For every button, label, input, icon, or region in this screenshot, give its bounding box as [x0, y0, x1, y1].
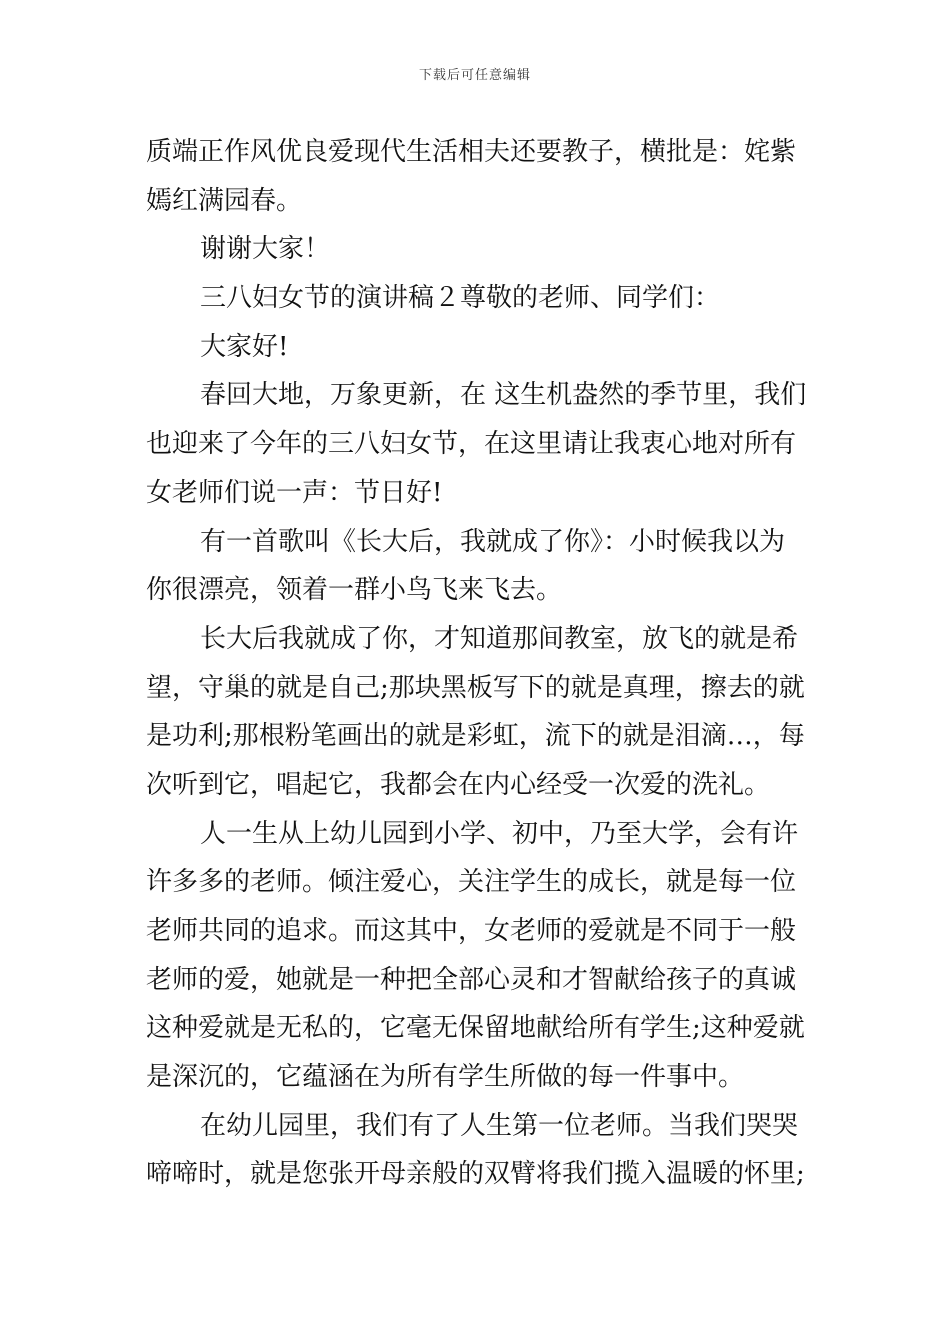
- text-line: 这种爱就是无私的，它毫无保留地献给所有学生;这种爱就: [146, 1013, 805, 1044]
- text-line: 望，守巢的就是自己;那块黑板写下的就是真理，擦去的就: [146, 672, 805, 703]
- text-line: 在幼儿园里，我们有了人生第一位老师。当我们哭哭: [200, 1110, 799, 1141]
- text-line: 三八妇女节的演讲稿２尊敬的老师、同学们：: [200, 283, 721, 314]
- text-line: 长大后我就成了你，才知道那间教室，放飞的就是希: [200, 623, 799, 654]
- text-line: 质端正作风优良爱现代生活相夫还要教子，横批是：姹紫: [146, 137, 797, 167]
- text-line: 嫣红满园春。: [146, 185, 303, 216]
- text-line: 大家好!: [200, 331, 289, 362]
- page-header: 下载后可任意编辑: [418, 68, 531, 83]
- text-line: 啼啼时，就是您张开母亲般的双臂将我们揽入温暖的怀里;: [146, 1159, 805, 1190]
- text-line: 是深沉的，它蕴涵在为所有学生所做的每一件事中。: [146, 1062, 745, 1093]
- text-line: 你很漂亮，领着一群小鸟飞来飞去。: [146, 575, 563, 606]
- text-line: 女老师们说一声：节日好!: [146, 477, 443, 508]
- text-line: 是功利;那根粉笔画出的就是彩虹，流下的就是泪滴…，每: [146, 721, 805, 752]
- text-line: 老师共同的追求。而这其中，女老师的爱就是不同于一般: [146, 916, 797, 946]
- text-line: 许多多的老师。倾注爱心，关注学生的成长，就是每一位: [146, 867, 797, 898]
- text-line: 有一首歌叫《长大后，我就成了你》：小时候我以为: [200, 526, 786, 557]
- text-line: 人一生从上幼儿园到小学、初中，乃至大学，会有许: [200, 818, 799, 849]
- text-line: 谢谢大家！: [200, 234, 331, 265]
- text-line: 春回大地，万象更新，在 这生机盎然的季节里，我们: [200, 380, 807, 411]
- text-line: 次听到它，唱起它，我都会在内心经受一次爱的洗礼。: [146, 769, 771, 800]
- text-line: 老师的爱，她就是一种把全部心灵和才智献给孩子的真诚: [146, 964, 797, 995]
- text-line: 也迎来了今年的三八妇女节，在这里请让我衷心地对所有: [146, 429, 797, 460]
- document-body: [146, 128, 808, 1199]
